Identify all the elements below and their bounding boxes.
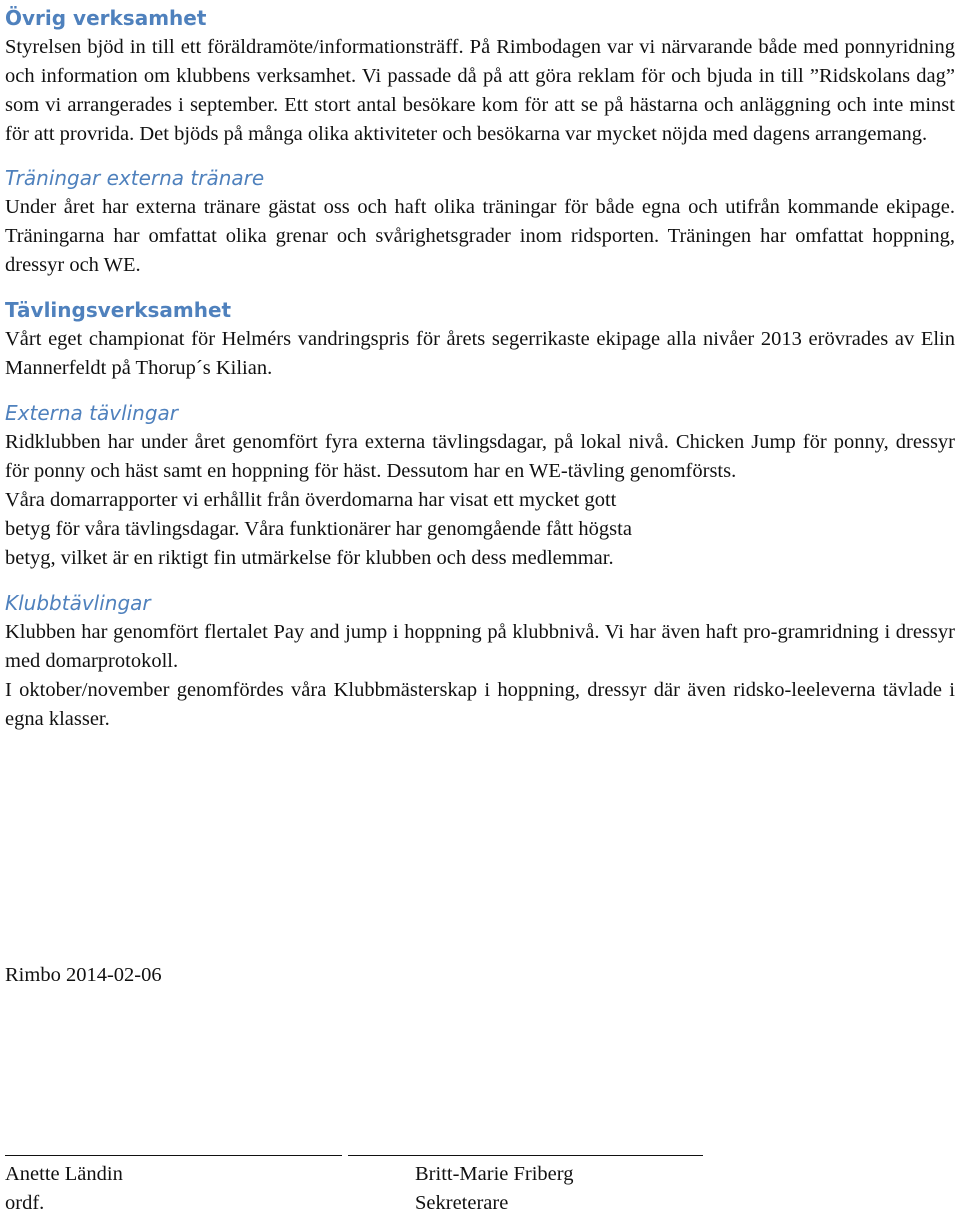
signature-name-left: Anette Ländin [5,1163,123,1185]
heading-ovrig-verksamhet: Övrig verksamhet [5,6,207,30]
place-date: Rimbo 2014-02-06 [5,964,162,986]
signature-line-right [348,1155,703,1156]
signature-title-right: Sekreterare [415,1192,509,1214]
paragraph: Klubben har genomfört flertalet Pay and jump i hoppning på klubbnivå. Vi har även haft pro-gramridning i dressyr med domarprotokoll. [5,621,955,672]
signature-name-right: Britt-Marie Friberg [415,1163,574,1185]
signature-line-left [5,1155,342,1156]
paragraph: Styrelsen bjöd in till ett föräldramöte/informationsträff. På Rimbodagen var vi närvarande både med ponnyridning och information om klubbens verksamhet. Vi passade då på att göra reklam för och bjuda in till ”Ridskolans dag” som vi arrangerades i september. Ett stort antal besökare kom för att se på hästarna och anläggning och inte minst för att provrida. Det bjöds på många olika aktiviteter och besökarna var mycket nöjda med dagens arrangemang. [5,36,955,145]
heading-klubbtavlingar: Klubbtävlingar [5,591,151,615]
paragraph: Under året har externa tränare gästat oss och haft olika träningar för både egna och utifrån kommande ekipage. Träningarna har omfattat olika grenar och svårighetsgrader inom ridsporten. Träningen har omfattat hoppning, dressyr och WE. [5,196,955,276]
paragraph: Vårt eget championat för Helmérs vandringspris för årets segerrikaste ekipage alla nivåer 2013 erövrades av Elin Mannerfeldt på Thorup´s Kilian. [5,328,955,379]
paragraph-line: betyg, vilket är en riktigt fin utmärkelse för klubben och dess medlemmar. [5,547,614,569]
paragraph-line: betyg för våra tävlingsdagar. Våra funktionärer har genomgående fått högsta [5,518,632,540]
paragraph: I oktober/november genomfördes våra Klubbmästerskap i hoppning, dressyr där även ridsko-leeleverna tävlade i egna klasser. [5,679,955,730]
paragraph: Ridklubben har under året genomfört fyra externa tävlingsdagar, på lokal nivå. Chicken Jump för ponny, dressyr för ponny och häst samt en hoppning för häst. Dessutom har en WE-tävling genomförsts. [5,431,955,482]
signature-title-left: ordf. [5,1192,45,1214]
heading-traningar-externa-tranare: Träningar externa tränare [5,166,265,190]
heading-tavlingsverksamhet: Tävlingsverksamhet [5,298,232,322]
document-body [5,4,955,734]
heading-externa-tavlingar: Externa tävlingar [5,401,179,425]
paragraph-line: Våra domarrapporter vi erhållit från överdomarna har visat ett mycket gott [5,489,617,511]
